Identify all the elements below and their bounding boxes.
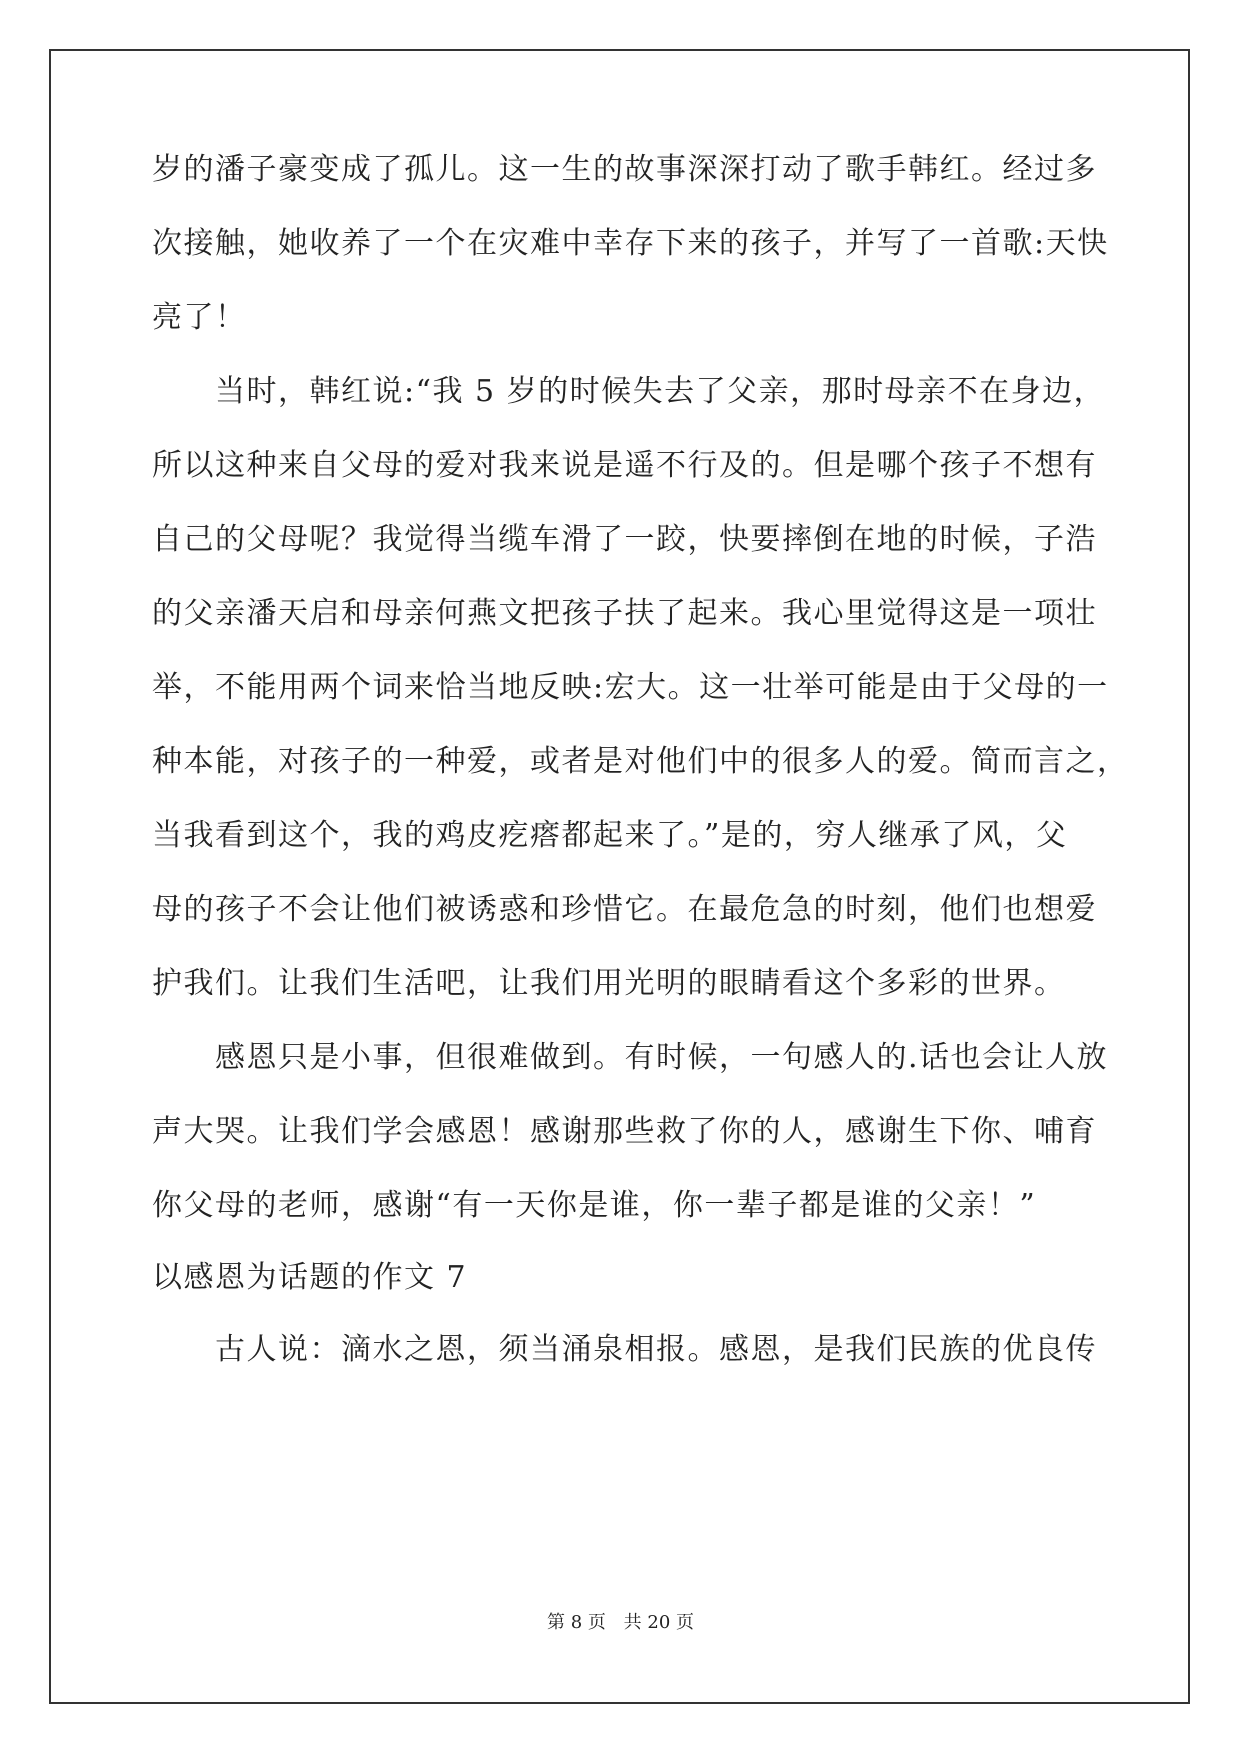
body-line: 母的孩子不会让他们被诱惑和珍惜它。在最危急的时刻，他们也想爱 — [152, 892, 1097, 927]
body-line: 岁的潘子豪变成了孤儿。这一生的故事深深打动了歌手韩红。经过多 — [152, 152, 1097, 187]
body-line: 声大哭。让我们学会感恩！感谢那些救了你的人，感谢生下你、哺育 — [152, 1114, 1097, 1149]
page-number: 第 8 页 — [547, 1612, 606, 1633]
page-footer — [0, 1608, 1241, 1634]
body-line: 自己的父母呢？我觉得当缆车滑了一跤，快要摔倒在地的时候，子浩 — [152, 522, 1097, 557]
body-line: 护我们。让我们生活吧，让我们用光明的眼睛看这个多彩的世界。 — [152, 966, 1066, 1001]
body-line: 感恩只是小事，但很难做到。有时候，一句感人的.话也会让人放 — [152, 1040, 1109, 1075]
body-line: 举，不能用两个词来恰当地反映:宏大。这一壮举可能是由于父母的一 — [152, 670, 1109, 705]
body-line: 当我看到这个，我的鸡皮疙瘩都起来了。”是的，穷人继承了风，父 — [152, 818, 1068, 853]
section-heading: 以感恩为话题的作文 7 — [152, 1260, 468, 1295]
body-line: 你父母的老师，感谢“有一天你是谁，你一辈子都是谁的父亲！” — [152, 1188, 1037, 1223]
page-total: 共 20 页 — [623, 1612, 694, 1633]
body-line: 次接触，她收养了一个在灾难中幸存下来的孩子，并写了一首歌:天快 — [152, 226, 1109, 261]
body-line: 所以这种来自父母的爱对我来说是遥不行及的。但是哪个孩子不想有 — [152, 448, 1097, 483]
body-line: 种本能，对孩子的一种爱，或者是对他们中的很多人的爱。简而言之， — [152, 744, 1129, 779]
body-line: 的父亲潘天启和母亲何燕文把孩子扶了起来。我心里觉得这是一项壮 — [152, 596, 1097, 631]
body-line: 亮了！ — [152, 300, 247, 335]
body-line: 古人说：滴水之恩，须当涌泉相报。感恩，是我们民族的优良传 — [152, 1332, 1097, 1367]
body-line: 当时，韩红说:“我 5 岁的时候失去了父亲，那时母亲不在身边， — [152, 374, 1106, 409]
